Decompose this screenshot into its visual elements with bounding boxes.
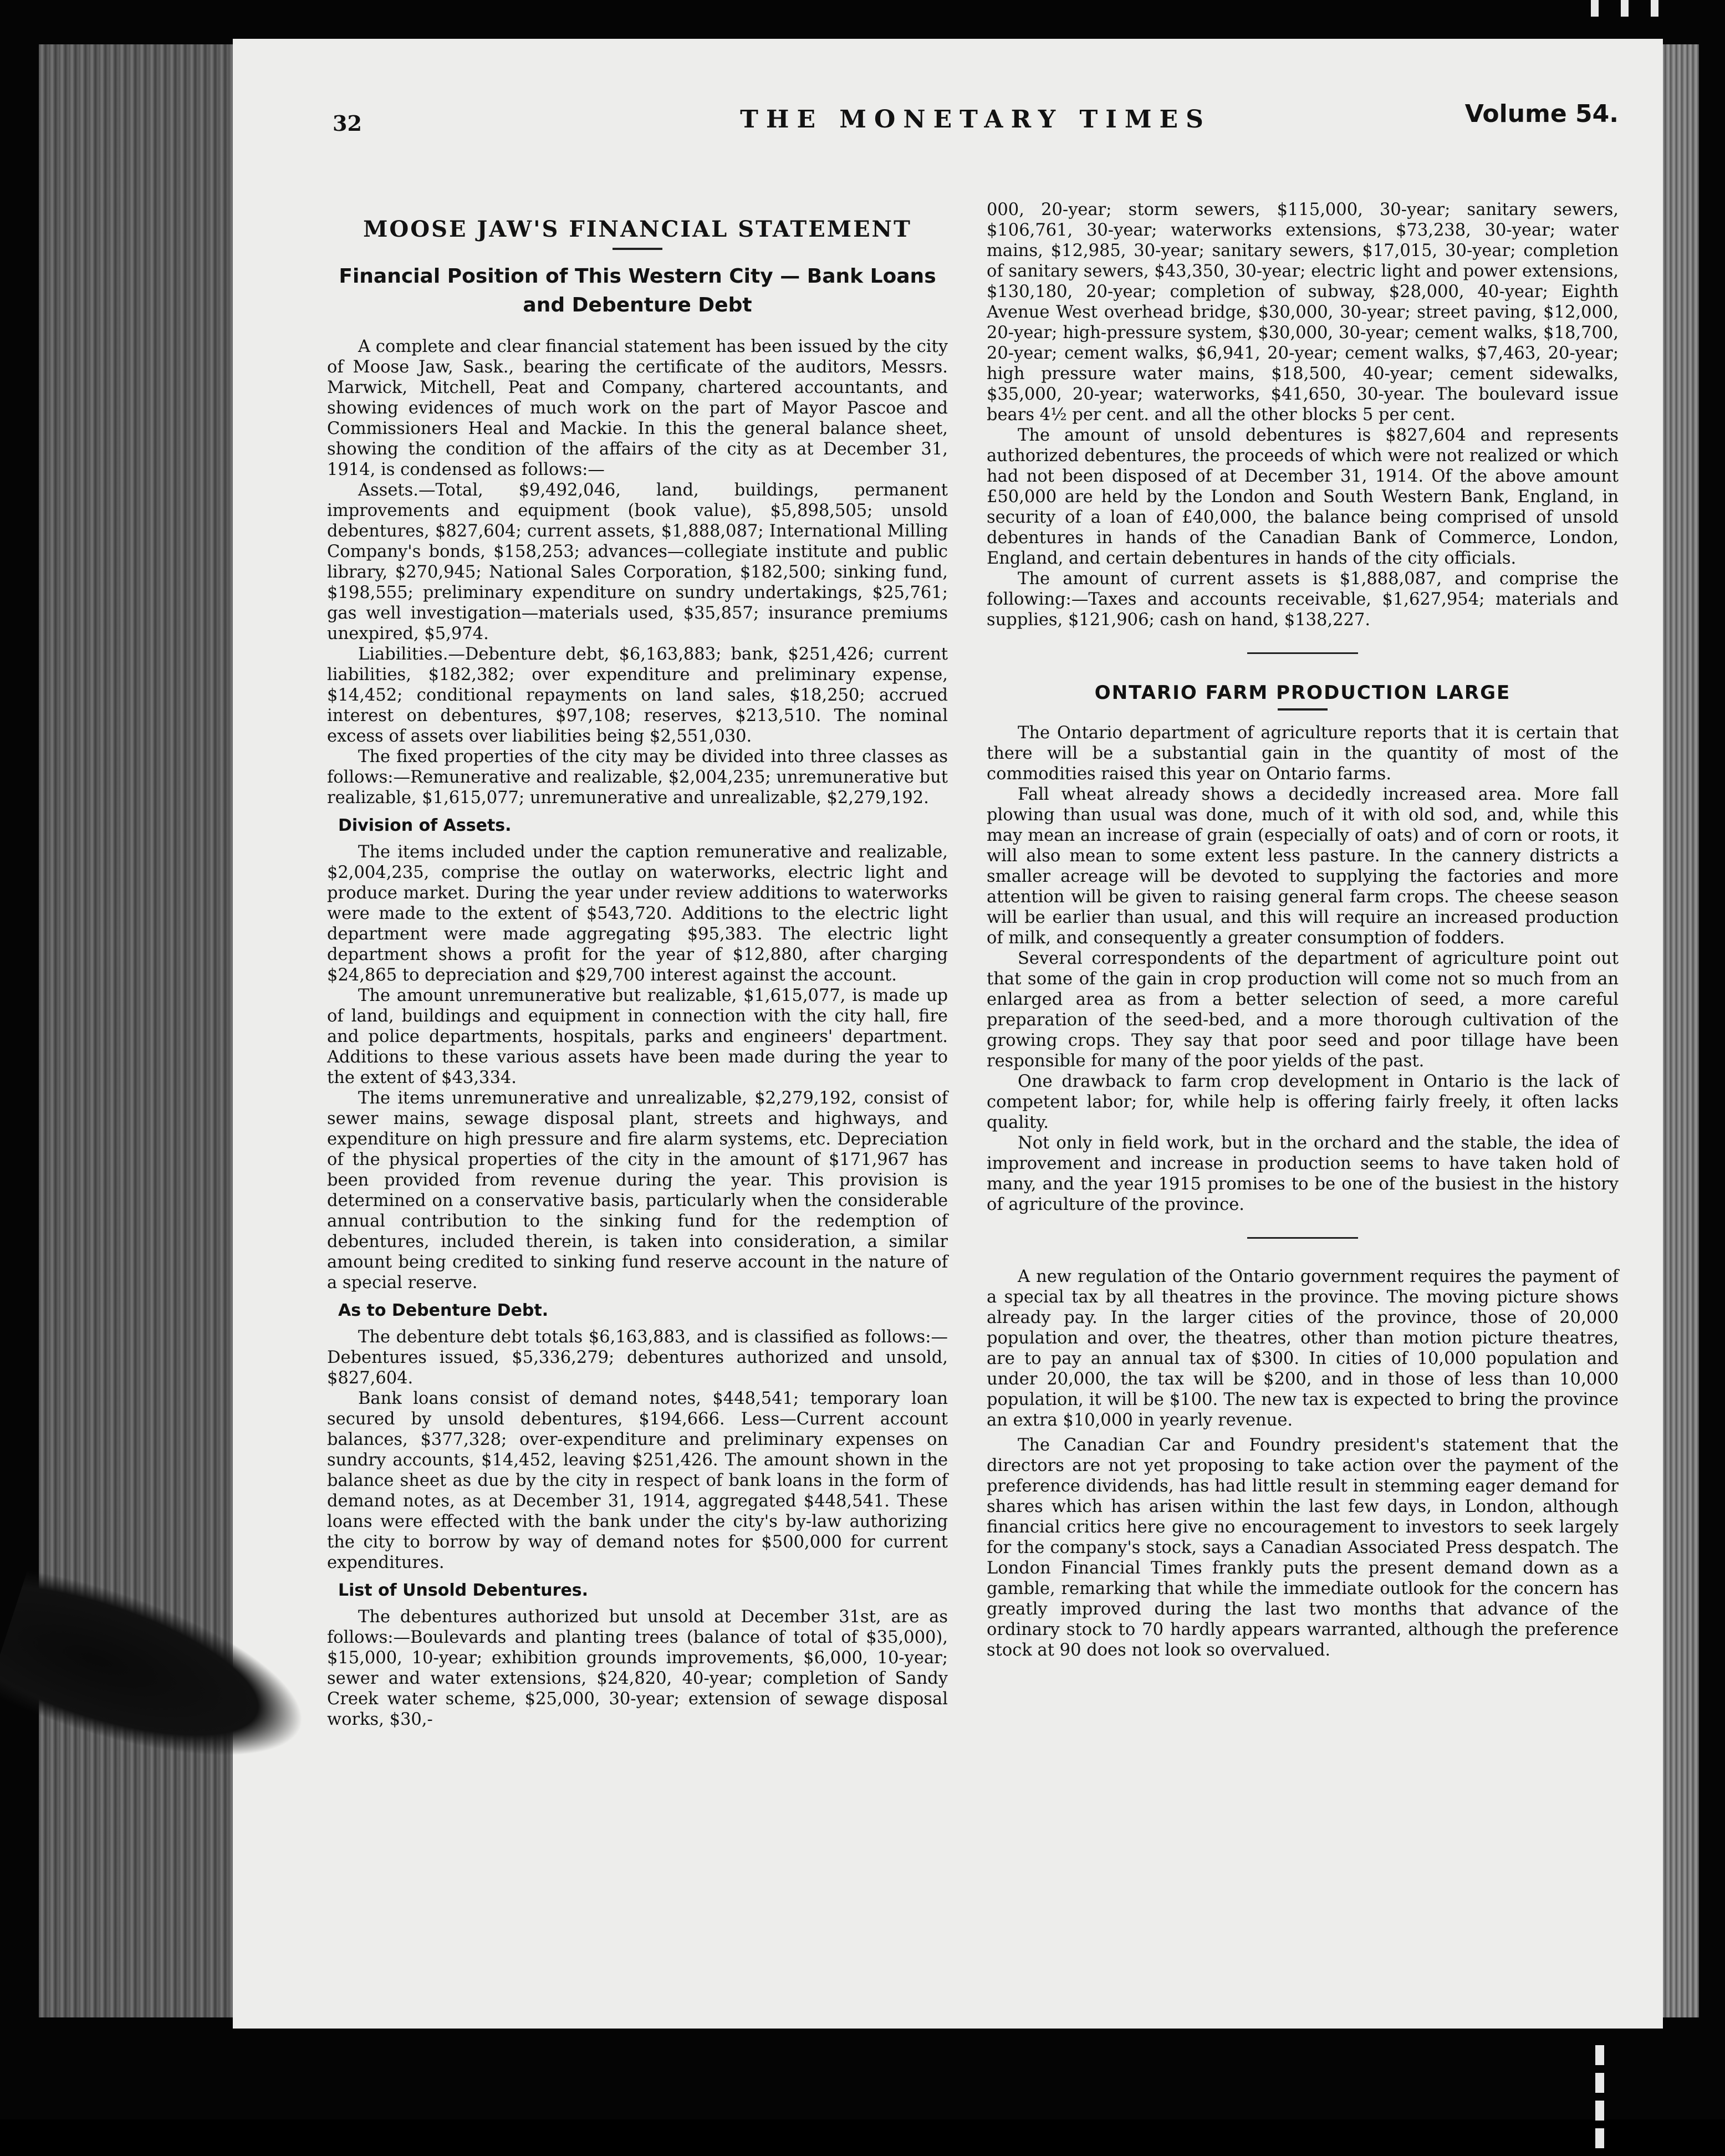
paragraph: The fixed properties of the city may be divided into three classes as follows:—Remunerative and realizable, $2,004,235; unremunerative but realizable, $1,615,077; unremunerative and unrealizable, $2,279,192. bbox=[327, 747, 948, 808]
paragraph: The debentures authorized but unsold at December 31st, are as follows:—Boulevards and planting trees (balance of total of $35,000), $15,000, 10-year; exhibition grounds improvements, $6,000, 10-year; sewer and water extensions, $24,820, 40-year; completion of Sandy Creek water scheme, $25,000, 30-year; extension of sewage disposal works, $30,- bbox=[327, 1607, 948, 1729]
volume-label: Volume 54. bbox=[1464, 100, 1619, 128]
book-page-edges-right bbox=[1660, 44, 1699, 2017]
paragraph: The debenture debt totals $6,163,883, and is classified as follows:—Debentures issued, $5,336,279; debentures authorized and unsold, $827,604. bbox=[327, 1327, 948, 1388]
subtitle-line: Financial Position of This Western City — Bank Loans bbox=[339, 265, 936, 288]
subtitle-line: and Debenture Debt bbox=[523, 294, 752, 316]
running-head bbox=[333, 100, 1619, 150]
scan-top-marks bbox=[1591, 0, 1724, 22]
section-heading: Division of Assets. bbox=[338, 816, 512, 835]
section-heading: List of Unsold Debentures. bbox=[338, 1581, 589, 1600]
paragraph: The Canadian Car and Foundry president's statement that the directors are not yet proposing to take action over the payment of the preference dividends, has had little result in stemming eager demand for shares which has arisen within the last few days, in London, although financial critics here give no encouragement to investors to seek largely for the company's stock, says a Canadian Associated Press despatch. The London Financial Times frankly puts the present demand down as a gamble, remarking that while the immediate outlook for the concern has greatly improved during the last two months that advance of the ordinary stock to 70 hardly appears warranted, although the preference stock at 90 does not look so overvalued. bbox=[987, 1435, 1619, 1660]
paragraph: The items unremunerative and unrealizable, $2,279,192, consist of sewer mains, sewage disposal plant, streets and highways, and expenditure on high pressure and fire alarm systems, etc. Depreciation of the physical properties of the city in the amount of $171,967 has been provided from revenue during the year. This provision is determined on a conservative basis, particularly when the considerable annual contribution to the sinking fund for the redemption of debentures, included therein, is taken into consideration, a similar amount being credited to sinking fund reserve account in the nature of a special reserve. bbox=[327, 1089, 948, 1292]
right-column bbox=[987, 200, 1619, 1661]
paragraph: Assets.—Total, $9,492,046, land, buildings, permanent improvements and equipment (book value), $5,898,505; unsold debentures, $827,604; current assets, $1,888,087; International Milling Company's bonds, $158,253; advances—collegiate institute and public library, $270,945; National Sales Corporation, $182,500; sinking fund, $198,555; preliminary expenditure on sundry undertakings, $25,761; gas well investigation—materials used, $35,857; insurance premiums unexpired, $5,974. bbox=[327, 481, 948, 643]
paragraph: The items included under the caption remunerative and realizable, $2,004,235, comprise the outlay on waterworks, electric light and produce market. During the year under review additions to waterworks were made to the extent of $543,720. Additions to the electric light department were made aggregating $95,383. The electric light department shows a profit for the year of $12,880, after charging $24,865 to depreciation and $29,700 interest against the account. bbox=[327, 842, 948, 985]
page-number: 32 bbox=[333, 111, 362, 136]
scan-bottom-marks bbox=[1595, 2045, 1604, 2156]
section-rule bbox=[1247, 1237, 1358, 1239]
paragraph: The amount of current assets is $1,888,087, and comprise the following:—Taxes and accounts receivable, $1,627,954; materials and supplies, $121,906; cash on hand, $138,227. bbox=[987, 569, 1619, 630]
section-heading: As to Debenture Debt. bbox=[338, 1301, 549, 1320]
title-rule bbox=[613, 248, 662, 250]
section-rule bbox=[1247, 652, 1358, 654]
left-column bbox=[327, 205, 948, 1730]
paragraph: The amount of unsold debentures is $827,604 and represents authorized debentures, the proceeds of which were not realized or which had not been disposed of at December 31, 1914. Of the above amount £50,000 are held by the London and South Western Bank, England, in security of a loan of £40,000, the balance being comprised of unsold debentures in hands of the Canadian Bank of Commerce, London, England, and certain debentures in hands of the city officials. bbox=[987, 426, 1619, 568]
paragraph: A complete and clear financial statement has been issued by the city of Moose Jaw, Sask., bearing the certificate of the auditors, Messrs. Marwick, Mitchell, Peat and Company, chartered accountants, and showing evidences of much work on the part of Mayor Pascoe and Commissioners Heal and Mackie. In this the general balance sheet, showing the condition of the affairs of the city as at December 31, 1914, is condensed as follows:— bbox=[327, 337, 948, 479]
paragraph: Several correspondents of the department of agriculture point out that some of the gain in crop production will come not so much from an enlarged area as from a better selection of seed, a more careful preparation of the seed-bed, and a more thorough cultivation of the growing crops. They say that poor seed and poor tillage have been responsible for many of the poor yields of the past. bbox=[987, 949, 1619, 1071]
article-title-moose-jaw: MOOSE JAW'S FINANCIAL STATEMENT bbox=[363, 216, 912, 242]
journal-title: THE MONETARY TIMES bbox=[740, 105, 1211, 134]
paragraph: The amount unremunerative but realizable, $1,615,077, is made up of land, buildings and equipment in connection with the city hall, fire and police departments, hospitals, parks and engineers' department. Additions to these various assets have been made during the year to the extent of $43,334. bbox=[327, 986, 948, 1087]
paragraph: Liabilities.—Debenture debt, $6,163,883; bank, $251,426; current liabilities, $182,382; over expenditure and preliminary expense, $14,452; conditional repayments on land sales, $18,250; accrued interest on debentures, $97,108; reserves, $213,510. The nominal excess of assets over liabilities being $2,551,030. bbox=[327, 645, 948, 746]
paragraph: Fall wheat already shows a decidedly increased area. More fall plowing than usual was done, much of it with old sod, and, while this may mean an increase of grain (especially of oats) and of corn or roots, it will also mean to some extent less pasture. In the cannery districts a smaller acreage will be devoted to supplying the factories and more attention will be given to raising general farm crops. The cheese season will be earlier than usual, and this will require an increased production of milk, and consequently a greater consumption of fodders. bbox=[987, 785, 1619, 948]
article-title-ontario-farm: ONTARIO FARM PRODUCTION LARGE bbox=[1094, 682, 1511, 704]
title-rule bbox=[1278, 708, 1328, 711]
book-page bbox=[233, 39, 1663, 2029]
paragraph: Not only in field work, but in the orchard and the stable, the idea of improvement and increase in production seems to have taken hold of many, and the year 1915 promises to be one of the busiest in the history of agriculture of the province. bbox=[987, 1133, 1619, 1214]
paragraph: 000, 20-year; storm sewers, $115,000, 30-year; sanitary sewers, $106,761, 30-year; waterworks extensions, $73,238, 30-year; water mains, $12,985, 30-year; sanitary sewers, $17,015, 30-year; completion of sanitary sewers, $43,350, 30-year; electric light and power extensions, $130,180, 20-year; completion of subway, $28,000, 40-year; Eighth Avenue West overhead bridge, $30,000, 30-year; street paving, $12,000, 20-year; high-pressure system, $30,000, 30-year; cement walks, $18,700, 20-year; cement walks, $6,941, 20-year; cement walks, $7,463, 20-year; high pressure water mains, $18,500, 40-year; cement sidewalks, $35,000, 20-year; waterworks, $41,650, 30-year. The boulevard issue bears 4½ per cent. and all the other blocks 5 per cent. bbox=[987, 200, 1619, 425]
paragraph: One drawback to farm crop development in Ontario is the lack of competent labor; for, while help is offering fairly freely, it often lacks quality. bbox=[987, 1072, 1619, 1132]
paragraph: A new regulation of the Ontario government requires the payment of a special tax by all theatres in the province. The moving picture shows already pay. In the larger cities of the province, those of 20,000 population and over, the theatres, other than motion picture theatres, are to pay an annual tax of $300. In cities of 10,000 population and under 20,000, the tax will be $200, and in those of less than 10,000 population, it will be $100. The new tax is expected to bring the province an extra $10,000 in yearly revenue. bbox=[987, 1267, 1619, 1430]
article-subtitle bbox=[327, 262, 948, 320]
paragraph: The Ontario department of agriculture reports that it is certain that there will be a substantial gain in the quantity of most of the commodities raised this year on Ontario farms. bbox=[987, 723, 1619, 784]
paragraph: Bank loans consist of demand notes, $448,541; temporary loan secured by unsold debentures, $194,666. Less—Current account balances, $377,328; over-expenditure and preliminary expenses on sundry accounts, $14,452, leaving $251,426. The amount shown in the balance sheet as due by the city in respect of bank loans in the form of demand notes, as at December 31, 1914, aggregated $448,541. These loans were effected with the bank under the city's by-law authorizing the city to borrow by way of demand notes for $500,000 for current expenditures. bbox=[327, 1389, 948, 1572]
